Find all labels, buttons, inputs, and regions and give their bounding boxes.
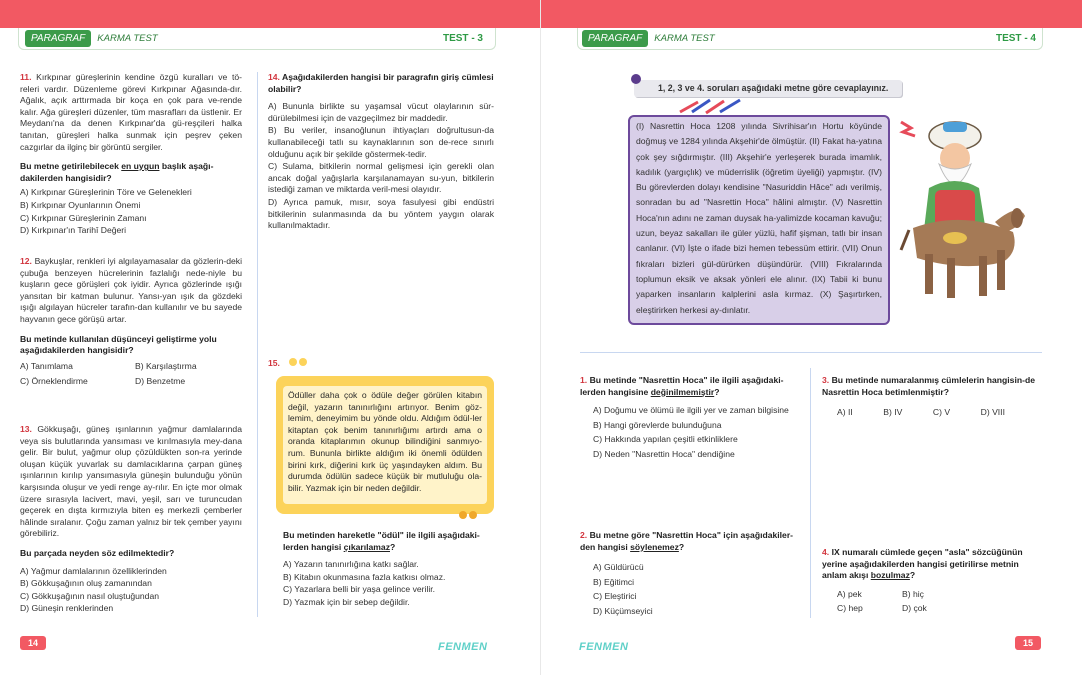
question-prompt: Bu metinde kullanılan düşünceyi geliştirme yolu aşağıdakilerden hangisidir?: [20, 333, 217, 356]
option-a[interactable]: A) Güldürücü: [593, 562, 644, 573]
page-number: 15: [1015, 636, 1041, 650]
option-c[interactable]: C) Eleştirici: [593, 591, 637, 602]
question-11: [20, 72, 242, 237]
quote-open-icon: [288, 355, 310, 369]
section-label: PARAGRAF: [582, 30, 648, 47]
question-4: [822, 547, 1044, 615]
option-b[interactable]: B) Bu veriler, insanoğlunun ihtiyaçları doğrultusun-da kullanabileceği tatlı su kaynaklarının son de-rece sınırlı olduğunu açık bir şekilde göstermek-tedir.: [268, 125, 494, 159]
question-number: 11.: [20, 72, 32, 82]
subtitle-label: KARMA TEST: [654, 33, 715, 44]
option-b[interactable]: B) Gökkuşağının oluş zamanından: [20, 578, 152, 589]
question-prompt: Bu metinde numaralanmış cümlelerin hangisin-de Nasrettin Hoca betimlenmiştir?: [822, 375, 1035, 397]
question-number: 12.: [20, 256, 32, 266]
brand-logo: FENMEN: [438, 641, 488, 653]
instruction-banner: 1, 2, 3 ve 4. soruları aşağıdaki metne göre cevaplayınız.: [634, 80, 902, 97]
option-b[interactable]: B) Kitabın okunmasına fazla katkısı olmaz.: [283, 571, 446, 582]
option-b[interactable]: B) Eğitimci: [593, 576, 635, 587]
story-text: (I) Nasrettin Hoca 1208 yılında Sivrihisar'ın Hortu köyünde doğmuş ve 1284 yılında Akşehir'de ölmüştür. (II) Fakat ha-yatına çok şey sığdırmıştır. (III) Akşehir'e yerleşerek burada imamlık, kadılık (yargıçlık) ve müderrislik (öğretim üyeliği) yapmıştır. (IV) Bu görevlerden dolayı kendisine "Nasuriddin Hâce" adı verilmiş, sonradan bu ad "Nasrettin Hoca" hâlini almıştır. (V) Nasrettin Hoca'nın adını ne zaman duysak ha-yalimizde kocaman kavuğu; uzun, beyaz sakalları ile güler yüzlü, hafif şişman, tatlı bir insan canlanır. (VI) İşte o ifade bizi hemen tebessüm ettirir. (VII) Onun fıkraları bizleri gül-dürürken düşündürür. (VIII) Fıkralarında toplumun eksik ve aksak yönleri ele alınır. (IX) Tabii ki bunu yaparken insanların kalplerini asla kırmaz. (X) Şaşırtırken, eleştirirken herkesi ay-dınlatır.: [636, 121, 882, 315]
option-d[interactable]: D) Kırkpınar'ın Tarihî Değeri: [20, 225, 127, 236]
question-2: [580, 530, 802, 618]
question-number: 4.: [822, 547, 830, 557]
option-d[interactable]: D) Küçümseyici: [593, 605, 653, 616]
page-number: 14: [20, 636, 46, 650]
option-d[interactable]: D) Güneşin renklerinden: [20, 603, 114, 614]
question-number: 13.: [20, 424, 32, 434]
option-a[interactable]: A) Kırkpınar Güreşlerinin Töre ve Gelenekleri: [20, 187, 192, 198]
question-number: 3.: [822, 375, 830, 385]
nasrettin-hoca-illustration-icon: [895, 118, 1035, 328]
question-number: 2.: [580, 530, 588, 540]
question-13: [20, 424, 242, 615]
quote-text: Ödüller daha çok o ödüle değer görülen kitabın değil, yazarın tanınırlığını artırıyor. Benim göz-lemim, deneyimim bu yönde oldu. Aldığım ödül-ler kitaptan çok benim tanınırlığımı artırdı ama o oranda kitaplarımın okunup bilindiğini sanmıyo-rum. Bununla birlikte aldığım iki önemli ödülden birini kırk, diğerini kırk üç yaşındayken aldım. Bu durumda ödülün sadece küçük bir mutluluğu ola-bilir. Yazmak için bir neden değildir.: [283, 386, 487, 504]
option-b[interactable]: B) Kırkpınar Oyunlarının Önemi: [20, 199, 141, 210]
top-color-bar: [0, 0, 540, 28]
option-d[interactable]: D) Ayrıca pamuk, mısır, soya fasulyesi gibi endüstri bitkilerinin sulanmasında da bu yöntem yaygın olarak kullanılmaktadır.: [268, 196, 494, 231]
option-b[interactable]: B) Karşılaştırma: [135, 360, 197, 371]
question-prompt: Bu metne göre "Nasrettin Hoca" için aşağıdakiler-den hangisi söylenemez?: [580, 530, 794, 552]
option-c[interactable]: C) Sulama, bitkilerin normal gelişmesi için gerekli olan ancak doğal yağışlarla karşılanamayan su-yun, bitkilerin istediği zaman ve miktarda veril-mesi olayıdır.: [268, 161, 494, 195]
option-c[interactable]: C) Kırkpınar Güreşlerinin Zamanı: [20, 212, 147, 223]
option-b[interactable]: B) hiç: [902, 588, 924, 599]
quote-close-icon: [458, 508, 480, 522]
question-text: Baykuşlar, renkleri iyi algılayamasalar da gözlerin-deki çubuğa benzeyen hücrelerinin fazlalığı nede-niyle bu kuşların gece görüşleri çok iyidir. Ayrıca gözlerinde ışığı yansıtan bir katman bulunur. Yansı-yan ışık da gözdeki ışığı algılayan hücreler tarafın-dan kullanılır ve bu sayede hayvanın gece görüşü artar.: [20, 256, 242, 324]
question-14: [268, 72, 494, 232]
question-prompt: Bu metinde "Nasrettin Hoca" ile ilgili aşağıdaki-lerden hangisine değinilmemiştir?: [580, 375, 784, 397]
option-a[interactable]: A) Bununla birlikte su yaşamsal vücut olaylarının sür-dürülebilmesi için de vazgeçilmez bir maddedir.: [268, 101, 494, 123]
option-c[interactable]: C) Hakkında yapılan çeşitli etkinliklere: [593, 434, 738, 445]
pin-icon: [630, 73, 642, 85]
top-color-bar: [541, 0, 1082, 28]
section-label: PARAGRAF: [25, 30, 91, 47]
column-divider: [810, 368, 811, 618]
question-15: [283, 530, 494, 609]
option-c[interactable]: C) Gökkuşağının nasıl oluştuğundan: [20, 590, 160, 601]
column-divider: [257, 72, 258, 617]
question-text: Gökkuşağı, güneş ışınlarının yağmur damlalarında veya sis bulutlarında yansıması ve kırılmasıyla mey-dana gelir. Bir bulut, yağmur olup çözüldükten son-ra yerinde oluşan küçük yuvarlak su damlacıklarına çarpan güneş ışınlarının kırılıp yansımasıyla güneşin bulunduğu yönün karşısında oluşur ve yedi renge ay-rılır. En içte mor olmak üzere sırasıyla lacivert, mavi, yeşil, sarı ve turuncudan geçerek en dışta kırmızıyla biten eş merkezli çemberler hâlinde sıralanır. Çoğu zaman yalnız bir tek çember yayını görebiliriz.: [20, 424, 242, 539]
option-c[interactable]: C) V: [932, 407, 951, 418]
option-a[interactable]: A) Doğumu ve ölümü ile ilgili yer ve zaman bilgisine: [593, 405, 789, 416]
option-d[interactable]: D) Neden "Nasrettin Hoca" dendiğine: [593, 448, 735, 459]
question-prompt: Aşağıdakilerden hangisi bir paragrafın giriş cümlesi olabilir?: [268, 72, 494, 94]
option-d[interactable]: D) çok: [902, 603, 927, 614]
question-prompt: Bu metne getirilebilecek en uygun başlık aşağı-dakilerden hangisidir?: [20, 161, 214, 183]
test-label: TEST - 4: [995, 33, 1036, 44]
test-label: TEST - 3: [442, 33, 483, 44]
question-text: Kırkpınar güreşlerinin kendine özgü kuralları ve tö-releri vardır. Düzenleme görevi Kırkpınar Ağasında-dır. Ağalık, açık arttırmada bir koça en çok para ve-rende kalır. Ağa güreşleri düzenler, tüm masrafları da üstlenir. Er Meydanı'na da denen Kırkpınar'da gü-reşçileri halka tanıtan, güreşleri halka sunmak için peşrev çeken cazgırlar da ilginç bir görüntü sergiler.: [20, 72, 242, 152]
option-d[interactable]: D) VIII: [980, 407, 1005, 418]
question-1: [580, 375, 802, 461]
section-divider: [580, 352, 1042, 353]
option-c[interactable]: C) hep: [837, 603, 863, 614]
decorative-strokes-icon: [676, 96, 756, 116]
option-b[interactable]: B) Hangi görevlerde bulunduğuna: [593, 419, 722, 430]
option-d[interactable]: D) Benzetme: [135, 376, 186, 387]
option-c[interactable]: C) Yazarlara belli bir yaşa gelince verilir.: [283, 584, 436, 595]
option-b[interactable]: B) IV: [883, 407, 903, 418]
option-a[interactable]: A) Yazarın tanınırlığına katkı sağlar.: [283, 559, 419, 570]
option-a[interactable]: A) II: [837, 407, 853, 418]
option-a[interactable]: A) Tanımlama: [20, 360, 73, 371]
option-d[interactable]: D) Yazmak için bir sebep değildir.: [283, 596, 410, 607]
question-3: [822, 375, 1044, 419]
option-a[interactable]: A) pek: [837, 588, 862, 599]
option-a[interactable]: A) Yağmur damlalarının özelliklerinden: [20, 565, 167, 576]
page-header: [18, 28, 496, 50]
question-15-number: 15.: [268, 358, 280, 368]
question-number: 1.: [580, 375, 588, 385]
question-number: 14.: [268, 72, 280, 82]
question-prompt: Bu metinden hareketle "ödül" ile ilgili aşağıdaki-lerden hangisi çıkarılamaz?: [283, 530, 480, 552]
question-12: [20, 256, 242, 388]
brand-logo: FENMEN: [579, 641, 629, 653]
question-prompt: Bu parçada neyden söz edilmektedir?: [20, 547, 175, 558]
page-header: [577, 28, 1043, 50]
question-prompt: IX numaralı cümlede geçen "asla" sözcüğünün yerine aşağıdakilerden hangisi getirilirse metnin anlam akışı bozulmaz?: [822, 547, 1023, 581]
subtitle-label: KARMA TEST: [97, 33, 158, 44]
option-c[interactable]: C) Örneklendirme: [20, 376, 88, 387]
